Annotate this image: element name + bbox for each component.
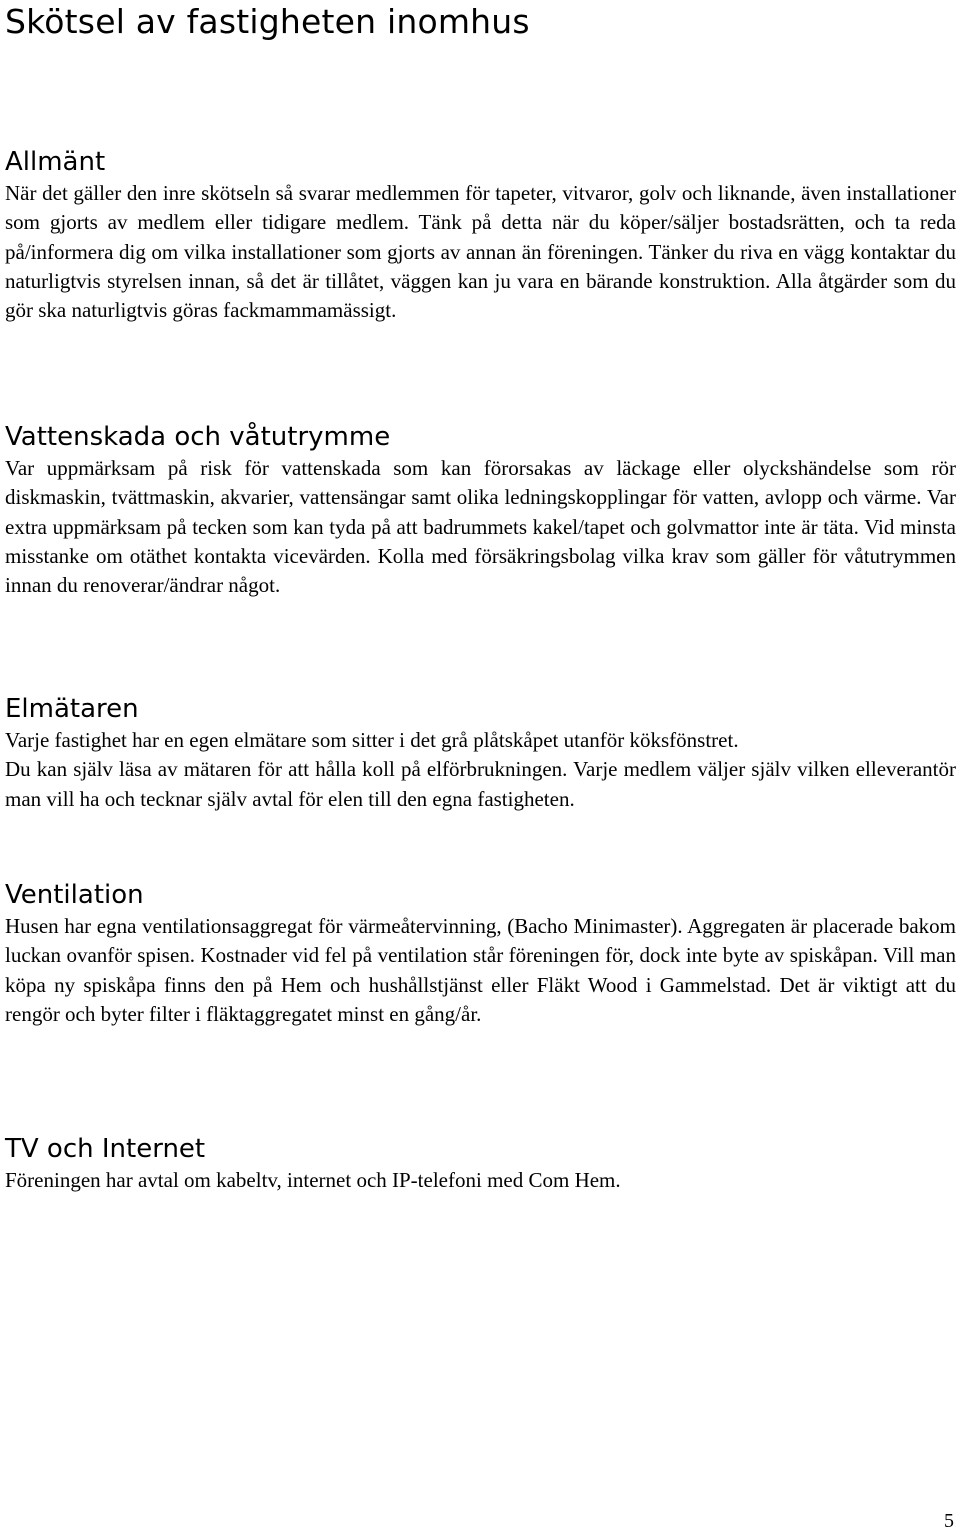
section-elmataren: [5, 692, 956, 814]
section-heading: Vattenskada och våtutrymme: [5, 422, 391, 452]
section-body: Du kan själv läsa av mätaren för att hålla koll på elförbrukningen. Varje medlem väljer själv vilken elleverantör man vill ha och tecknar själv avtal för elen till den egna fastigheten.: [5, 757, 956, 811]
section-vattenskada: [5, 420, 956, 600]
section-heading: Ventilation: [5, 880, 144, 910]
section-ventilation: [5, 878, 956, 1029]
section-heading: Elmätaren: [5, 694, 139, 724]
section-body: Var uppmärksam på risk för vattenskada som kan förorsakas av läckage eller olyckshändelse som rör diskmaskin, tvättmaskin, akvarier, vattensängar samt olika ledningskopplingar för vatten, avlopp och värme. Var extra uppmärksam på tecken som kan tyda på att badrummets kakel/tapet och golvmattor inte är täta. Vid minsta misstanke om otäthet kontakta vicevärden. Kolla med försäkringsbolag vilka krav som gäller för våtutrymmen innan du renoverar/ändrar något.: [5, 456, 956, 598]
page-title: Skötsel av fastigheten inomhus: [5, 2, 530, 41]
page-number: 5: [944, 1510, 954, 1532]
section-body-line: Varje fastighet har en egen elmätare som sitter i det grå plåtskåpet utanför köksfönstret.: [5, 728, 739, 752]
section-body: Föreningen har avtal om kabeltv, internet och IP-telefoni med Com Hem.: [5, 1168, 621, 1192]
section-heading: TV och Internet: [5, 1134, 206, 1164]
section-tv-internet: [5, 1132, 956, 1195]
section-body: När det gäller den inre skötseln så svarar medlemmen för tapeter, vitvaror, golv och liknande, även installationer som gjorts av medlem eller tidigare medlem. Tänk på detta när du köper/säljer bostadsrätten, och ta reda på/informera dig om vilka installationer som gjorts av annan än föreningen. Tänker du riva en vägg kontaktar du naturligtvis styrelsen innan, så det är tillåtet, väggen kan ju vara en bärande konstruktion. Alla åtgärder som du gör ska naturligtvis göras fackmammamässigt.: [5, 181, 956, 323]
section-heading: Allmänt: [5, 147, 106, 177]
section-allmant: [5, 145, 956, 325]
section-body: Husen har egna ventilationsaggregat för värmeåtervinning, (Bacho Minimaster). Aggregaten är placerade bakom luckan ovanför spisen. Kostnader vid fel på ventilation står föreningen för, dock inte byte av spiskåpan. Vill man köpa ny spiskåpa finns den på Hem och hushållstjänst eller Fläkt Wood i Gammelstad. Det är viktigt att du rengör och byter filter i fläktaggregatet minst en gång/år.: [5, 914, 956, 1026]
